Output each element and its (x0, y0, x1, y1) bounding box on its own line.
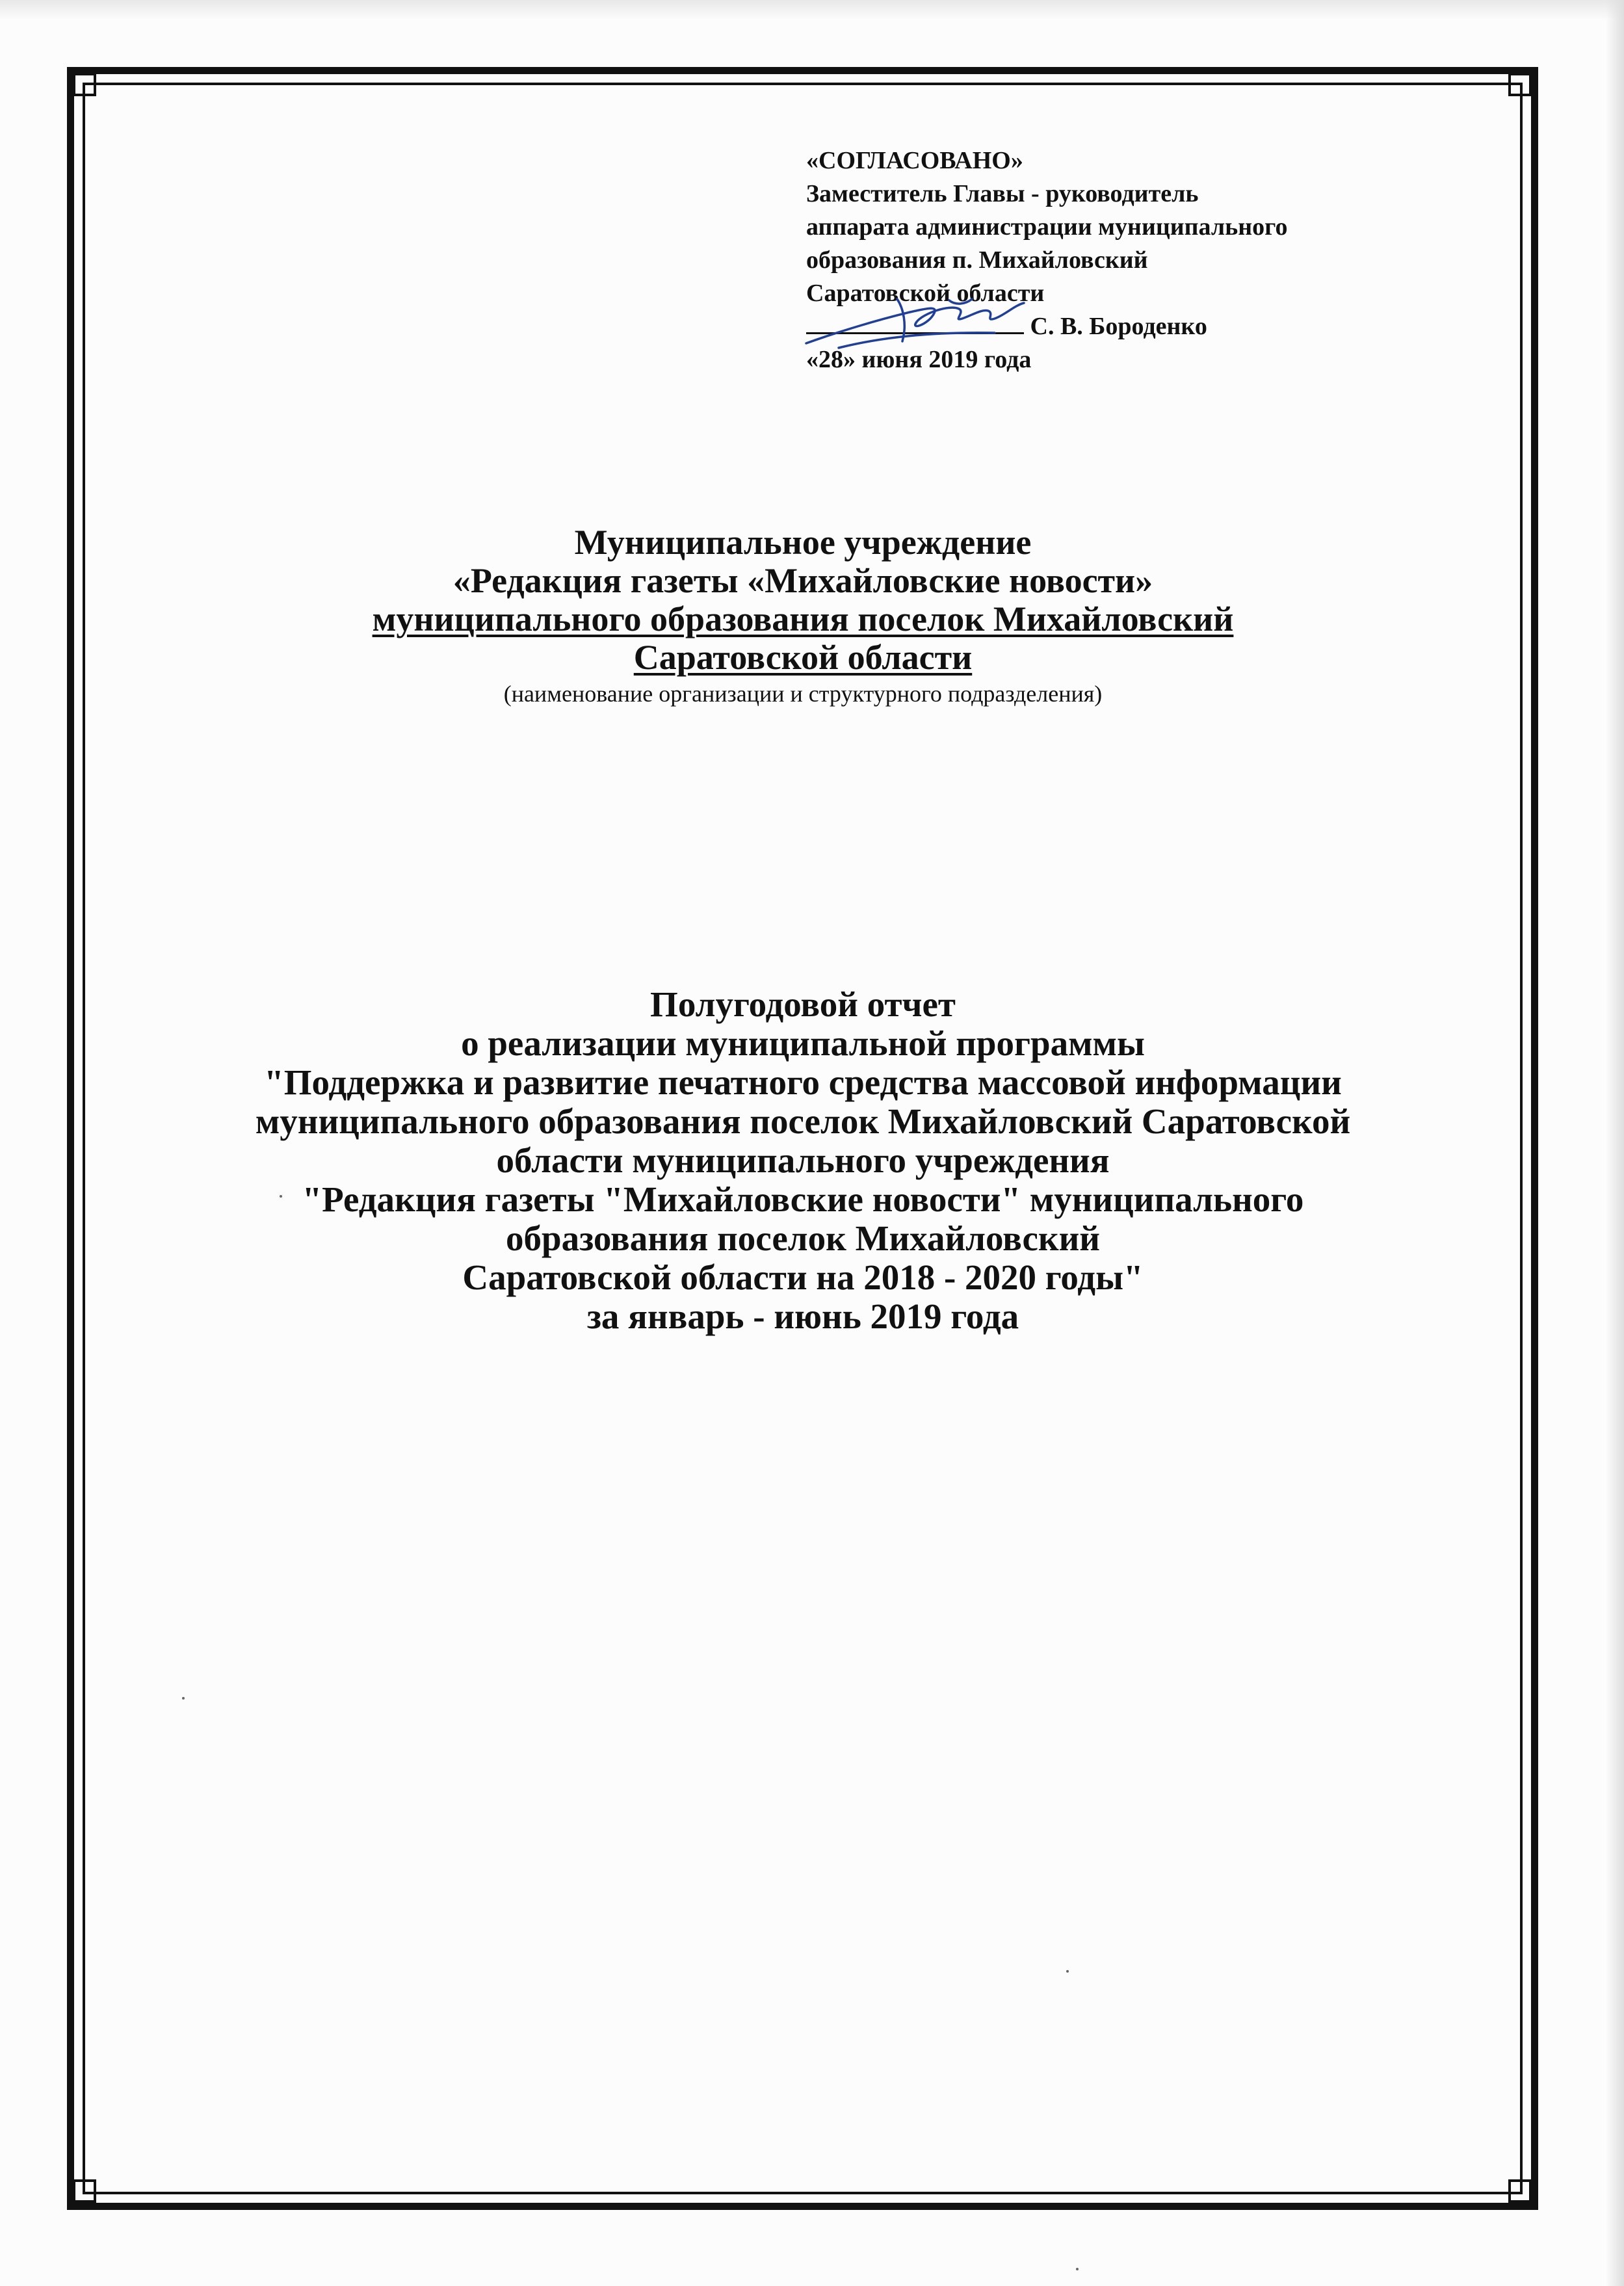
approval-position-line-1: Заместитель Главы - руководитель (806, 180, 1199, 207)
org-caption: (наименование организации и структурного подразделения) (503, 681, 1103, 707)
border-corner-top-left (73, 73, 96, 96)
border-corner-top-right (1508, 73, 1532, 96)
report-title-block (98, 985, 1508, 1336)
report-line-6: "Редакция газеты "Михайловские новости" муниципального (302, 1179, 1304, 1219)
report-line-5: области муниципального учреждения (496, 1140, 1110, 1180)
scan-speck (1076, 2268, 1079, 2270)
approval-stamp: «СОГЛАСОВАНО» (806, 147, 1023, 174)
scan-shadow-top (0, 0, 1624, 20)
report-line-7: образования поселок Михайловский (506, 1218, 1100, 1258)
org-line-1: Муниципальное учреждение (574, 523, 1032, 562)
scan-speck (280, 1195, 282, 1198)
approval-signatory: С. В. Бороденко (1030, 313, 1207, 340)
approval-position-line-4: Саратовской области (806, 280, 1045, 307)
org-line-2: «Редакция газеты «Михайловские новости» (452, 561, 1153, 600)
report-title: Полугодовой отчет (650, 984, 956, 1024)
report-line-3: "Поддержка и развитие печатного средства массовой информации (264, 1062, 1342, 1102)
scan-shadow-right (1606, 0, 1624, 2286)
approval-date: «28» июня 2019 года (806, 346, 1032, 373)
scan-speck (1066, 1970, 1069, 1973)
report-period: за январь - июнь 2019 года (586, 1296, 1019, 1336)
approval-position-line-2: аппарата администрации муниципального (806, 213, 1288, 241)
scan-speck (182, 1697, 185, 1700)
approval-position-line-3: образования п. Михайловский (806, 246, 1148, 274)
org-line-3: муниципального образования поселок Михайловский (372, 599, 1234, 638)
border-corner-bottom-left (73, 2179, 96, 2203)
border-corner-bottom-right (1508, 2179, 1532, 2203)
handwritten-signature (800, 286, 1047, 358)
organization-block (98, 523, 1508, 711)
org-line-4: Саратовской области (633, 638, 973, 677)
report-line-2: о реализации муниципальной программы (461, 1023, 1145, 1063)
report-line-4: муниципального образования поселок Михайловский Саратовской (255, 1101, 1351, 1141)
report-line-8: Саратовской области на 2018 - 2020 годы" (462, 1257, 1144, 1297)
